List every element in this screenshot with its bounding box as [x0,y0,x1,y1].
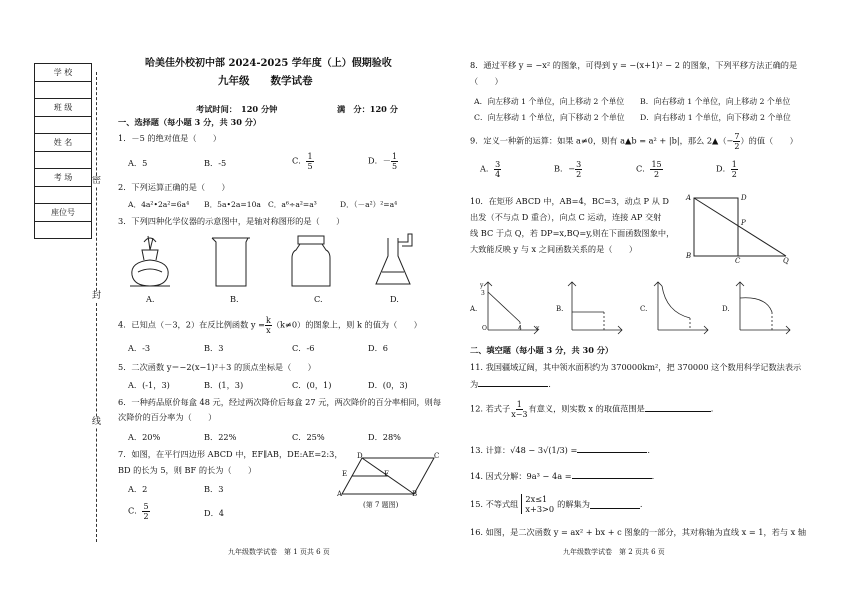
student-info-table [34,63,92,239]
q2-opt-c: C．a⁶÷a²=a³ [268,200,317,209]
exam-score: 满 分：120 分 [337,104,398,114]
alcohol-lamp-icon [130,236,170,286]
q14-stem: 14. 因式分解：9a³ − 4a = . [470,471,655,481]
q4-opt-a: A．-3 [128,343,151,353]
q2-stem: 2．下列运算正确的是（ ） [118,182,230,192]
q9-frac-a: $\frac{3}{4}$ [495,160,501,179]
q5-opt-d: D．(0，3) [368,380,408,390]
section1-title: 一、选择题（每小题 3 分，共 30 分） [118,117,262,127]
q3-label-b: B. [230,294,239,304]
q9-frac-d: $\frac{1}{2}$ [731,160,737,179]
q10-graph-tick4: 4 [518,325,522,332]
q3-label-c: C. [314,294,323,304]
q10-graph-x: x [536,325,540,332]
seal-char-3: 线 [92,417,102,427]
q9-frac: $\frac{7}{2}$ [734,132,740,151]
q6-opt-c: C．25% [292,432,325,442]
q11-stem-1: 11. 我国疆域辽阔，其中领水面积约为 370000km²，把 370000 这个数用科学记数法表示 [470,362,802,372]
exam-title: 哈美佳外校初中部 2024-2025 学年度（上）假期验收 [145,58,392,69]
seal-char-1: 密 [92,176,102,186]
q10-graph-y: y [480,282,484,289]
info-label-4: 姓 名 [35,134,92,152]
q6-stem-2: 次降价的百分率为（ ） [118,412,217,422]
q9-stem: 9．定义一种新的运算：如果 a≠0，则有 a▲b = a² + |b|，那么 2▲（− $\frac{7}{2}$ ）的值（ ） [470,132,798,151]
q8-stem-1: 8．通过平移 y = −x² 的图象，可得到 y = −(x+1)² − 2 的图象，下列平移方法正确的是 [470,60,798,70]
q6-stem-1: 6．一种药品原价每盒 48 元，经过两次降价后每盒 27 元，两次降价的百分率相同，则每 [118,397,442,407]
q11-answer-blank[interactable] [478,378,548,387]
q5-opt-b: B．(1，3) [204,380,244,390]
q7-opt-a: A．2 [128,484,148,494]
q5-opt-a: A．(-1，3) [128,380,170,390]
q4-frac: $\frac{k}{x}$ [265,316,271,335]
q5-opt-c: C．(0，1) [292,380,332,390]
q7-stem-2: BD 的长为 5，则 BF 的长为（ ） [118,465,257,475]
q16-stem: 16. 如图，是二次函数 y = ax² + bx + c 图象的一部分，其对称轴为直线 x = 1，若与 x 轴 [470,527,807,537]
jar-icon [292,236,330,286]
graph-b [568,282,622,334]
q6-opt-a: A．20% [128,432,161,442]
q13-stem: 13. 计算：√48 − 3√(1/3) = . [470,445,650,455]
q7-frac: $\frac{5}{2}$ [143,502,149,521]
q1-opt-d: D．－ $\frac{1}{5}$ [368,152,398,171]
graph-a [484,282,538,334]
info-label-2: 班 级 [35,99,92,117]
q4-opt-d: D．6 [368,343,388,353]
q7-label-e: E [342,470,348,478]
info-label-0: 学 校 [35,64,92,82]
q1-opt-b: B．-5 [204,158,227,168]
q10-graph-o: O [482,325,487,332]
q10-stem-2: 出发（不与点 D 重合），向点 C 运动，连接 AP 交射 [470,212,662,222]
q1-frac-d: $\frac{1}{5}$ [391,152,398,171]
info-label-8: 座位号 [35,204,92,222]
q3-figures [120,230,430,292]
info-blank-7[interactable] [35,186,92,204]
q10-graph-label-a: A. [470,305,478,313]
q14-answer-blank[interactable] [572,470,652,479]
q4-stem: 4．已知点（－3，2）在反比例函数 y = $\frac{k}{x}$ （k≠0）的图象上，则 k 的值为（ ） [118,316,422,335]
footer-right: 九年级数学试卷 第 2 页共 6 页 [563,548,665,556]
q10-label-b: B [686,252,692,260]
footer-left: 九年级数学试卷 第 1 页共 6 页 [228,548,330,556]
q7-label-a: A [337,490,343,498]
q7-opt-c: C． $\frac{5}{2}$ [128,502,149,521]
q10-graph-label-d: D. [722,305,730,313]
q12-frac: $\frac{1}{x-3}$ [511,400,528,419]
q9-frac-c: $\frac{15}{2}$ [651,160,662,179]
info-blank-9[interactable] [35,221,92,239]
section2-title: 二、填空题（每小题 3 分，共 30 分） [470,345,614,355]
q7-opt-b: B．3 [204,484,224,494]
q10-label-d: D [741,194,747,202]
q10-label-p: P [741,219,746,227]
q10-label-q: Q [783,257,789,265]
q1-opt-c: C． $\frac{1}{5}$ [292,152,313,171]
q6-opt-b: B．22% [204,432,237,442]
info-blank-5[interactable] [35,151,92,169]
seal-line [96,72,97,542]
q2-opt-d: D．（－a²）²=a⁴ [340,200,398,209]
q9-opt-d: D． $\frac{1}{2}$ [716,160,737,179]
q2-opt-a: A．4a²•2a²=6a⁴ [128,200,190,209]
q1-frac: $\frac{1}{5}$ [307,152,313,171]
q7-label-d: D [357,452,363,460]
q7-label-c: C [434,452,440,460]
q8-opt-b: B．向右移动 1 个单位，向上移动 2 个单位 [640,97,791,106]
q9-opt-b: B．− $\frac{3}{2}$ [554,160,582,179]
q8-opt-d: D．向右移动 1 个单位，向下移动 2 个单位 [640,113,791,122]
q7-caption: (第 7 题图) [363,501,399,509]
q8-opt-a: A．向左移动 1 个单位，向上移动 2 个单位 [474,97,625,106]
q15-system: 2x≤1 x+3>0 [521,494,554,514]
q2-opt-b: B．5a•2a=10a [204,200,261,209]
q7-opt-d: D．4 [204,508,224,518]
q10-graph-label-c: C. [640,305,648,313]
q6-opt-d: D．28% [368,432,401,442]
flask-icon [376,234,412,284]
q10-label-a: A [686,194,692,202]
q3-stem: 3．下列四种化学仪器的示意图中，是轴对称图形的是（ ） [118,216,345,226]
q7-stem-1: 7．如图，在平行四边形 ABCD 中，EF∥AB，DE:AE=2:3， [118,449,343,459]
q3-label-d: D. [390,294,399,304]
q7-figure [334,450,444,502]
info-label-6: 考 场 [35,169,92,187]
graph-c [654,282,708,334]
q8-stem-2: （ ） [470,76,503,86]
q1-opt-a: A．5 [128,158,148,168]
q10-graph-label-b: B. [556,305,564,313]
q13-answer-blank[interactable] [577,444,647,453]
q12-stem: 12. 若式子 $\frac{1}{x-3}$ 有意义，则实数 x 的取值范围是 . [470,400,714,419]
q15-answer-blank[interactable] [590,500,640,509]
q10-stem-3: 线 BC 于点 Q，若 DP=x,BQ=y,则在下面函数图象中， [470,228,675,238]
q8-opt-c: C．向左移动 1 个单位，向下移动 2 个单位 [474,113,625,122]
q1-stem: 1．－5 的绝对值是（ ） [118,133,222,143]
graph-d [736,282,790,334]
exam-subtitle: 九年级 数学试卷 [218,75,313,87]
q7-label-b: B [412,490,418,498]
info-blank-1[interactable] [35,81,92,99]
q10-graph-tick3: 3 [481,290,485,297]
q9-opt-a: A． $\frac{3}{4}$ [480,160,501,179]
info-blank-3[interactable] [35,116,92,134]
q10-stem-1: 10．在矩形 ABCD 中，AB=4，BC=3，动点 P 从 D [470,196,669,206]
q5-stem: 5．二次函数 y＝−2(x−1)²＋3 的顶点坐标是（ ） [118,362,316,372]
q10-stem-4: 大致能反映 y 与 x 之间函数关系的是（ ） [470,244,638,254]
q4-opt-b: B．3 [204,343,224,353]
q15-stem: 15. 不等式组 2x≤1 x+3>0 的解集为 . [470,494,643,514]
q11-stem-2: 为 . [470,379,551,389]
exam-time: 考试时间： 120 分钟 [196,104,278,114]
q10-label-c: C [735,257,741,265]
beaker-icon [212,238,250,286]
q9-opt-c: C． $\frac{15}{2}$ [636,160,662,179]
q9-frac-b: $\frac{3}{2}$ [576,160,582,179]
q12-answer-blank[interactable] [645,403,711,412]
q7-label-f: F [384,470,389,478]
seal-char-2: 封 [92,291,102,301]
q4-opt-c: C．-6 [292,343,315,353]
q3-label-a: A. [146,294,155,304]
